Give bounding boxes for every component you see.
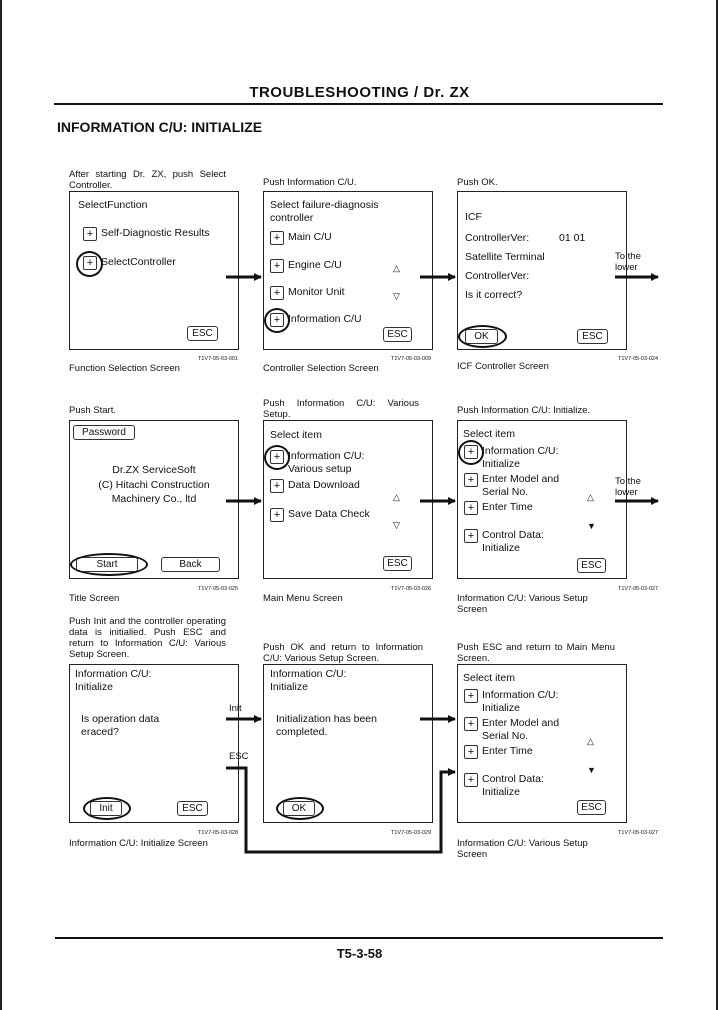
p8-title-line2: Initialize bbox=[270, 681, 308, 693]
p5-figure-code: T1V7-05-03-026 bbox=[391, 586, 432, 592]
p6-title: Select item bbox=[463, 428, 515, 440]
p5-title: Select item bbox=[270, 429, 322, 441]
plus-icon[interactable]: + bbox=[464, 501, 478, 515]
plus-icon[interactable]: + bbox=[464, 473, 478, 487]
monitor-unit-item[interactable]: Monitor Unit bbox=[288, 286, 345, 298]
company-line: Machinery Co., ltd bbox=[111, 493, 197, 505]
esc-button[interactable]: ESC bbox=[577, 800, 606, 815]
plus-icon[interactable]: + bbox=[464, 689, 478, 703]
esc-button[interactable]: ESC bbox=[177, 801, 208, 816]
p3-side-note-line2: lower bbox=[615, 262, 638, 273]
controller-ver-value: 01 01 bbox=[559, 232, 586, 244]
plus-icon[interactable]: + bbox=[464, 445, 478, 459]
main-cu-item[interactable]: Main C/U bbox=[288, 231, 332, 243]
plus-icon[interactable]: + bbox=[270, 259, 284, 273]
p3-side-note-line1: To the bbox=[615, 251, 641, 262]
p9-title: Select item bbox=[463, 672, 515, 684]
page-number: T5-3-58 bbox=[336, 946, 383, 961]
control-data-item-line2[interactable]: Initialize bbox=[482, 542, 520, 554]
copyright-line: (C) Hitachi Construction bbox=[98, 479, 210, 491]
esc-button[interactable]: ESC bbox=[383, 327, 412, 342]
p1-instruction: After starting Dr. ZX, push Select Controller. bbox=[69, 169, 226, 191]
info-cu-initialize-item-line1[interactable]: Information C/U: bbox=[482, 445, 559, 457]
p5-caption: Main Menu Screen bbox=[263, 593, 343, 604]
save-data-check-item[interactable]: Save Data Check bbox=[288, 508, 370, 520]
p3-figure-code: T1V7-05-03-024 bbox=[618, 356, 659, 362]
data-download-item[interactable]: Data Download bbox=[288, 479, 360, 491]
plus-icon[interactable]: + bbox=[464, 529, 478, 543]
plus-icon[interactable]: + bbox=[83, 227, 97, 241]
p1-caption: Function Selection Screen bbox=[69, 363, 180, 374]
erase-question-line1: Is operation data bbox=[81, 713, 160, 725]
plus-icon[interactable]: + bbox=[270, 479, 284, 493]
scroll-up-icon[interactable]: △ bbox=[587, 736, 594, 746]
satellite-terminal-label: Satellite Terminal bbox=[465, 251, 545, 263]
p3-title: ICF bbox=[465, 211, 482, 223]
p6-instruction: Push Information C/U: Initialize. bbox=[457, 405, 591, 416]
satellite-controller-ver-label: ControllerVer: bbox=[465, 270, 530, 282]
plus-icon[interactable]: + bbox=[270, 450, 284, 464]
enter-time-item[interactable]: Enter Time bbox=[482, 745, 533, 757]
p9-figure-code: T1V7-05-03-027 bbox=[618, 830, 659, 836]
p7-title-line1: Information C/U: bbox=[75, 668, 152, 680]
p1-title: SelectFunction bbox=[78, 199, 148, 211]
init-arrow-label: Init bbox=[229, 703, 242, 714]
plus-icon[interactable]: + bbox=[83, 256, 97, 270]
esc-button[interactable]: ESC bbox=[187, 326, 218, 341]
p8-title-line1: Information C/U: bbox=[270, 668, 347, 680]
p2-title-line2: controller bbox=[270, 212, 314, 224]
control-data-item-line1[interactable]: Control Data: bbox=[482, 773, 544, 785]
scroll-down-icon[interactable]: ▽ bbox=[393, 291, 400, 301]
plus-icon[interactable]: + bbox=[464, 773, 478, 787]
p5-instruction: Push Information C/U: Various Setup. bbox=[263, 398, 419, 420]
info-cu-initialize-item-line2[interactable]: Initialize bbox=[482, 702, 520, 714]
p4-instruction: Push Start. bbox=[69, 405, 116, 416]
ok-button[interactable]: OK bbox=[283, 801, 315, 816]
p7-title-line2: Initialize bbox=[75, 681, 113, 693]
self-diagnostic-results-item[interactable]: Self-Diagnostic Results bbox=[101, 227, 210, 239]
p8-instruction: Push OK and return to Information C/U: Various Setup Screen. bbox=[263, 642, 423, 664]
esc-button[interactable]: ESC bbox=[577, 329, 608, 344]
info-cu-various-item-line1[interactable]: Information C/U: bbox=[288, 450, 365, 462]
p4-figure-code: T1V7-05-03-025 bbox=[198, 586, 239, 592]
password-button[interactable]: Password bbox=[73, 425, 135, 440]
controller-ver-label: ControllerVer: bbox=[465, 232, 530, 244]
p2-figure-code: T1V7-05-03-009 bbox=[391, 356, 432, 362]
esc-button[interactable]: ESC bbox=[383, 556, 412, 571]
esc-button[interactable]: ESC bbox=[577, 558, 606, 573]
p2-caption: Controller Selection Screen bbox=[263, 363, 379, 374]
enter-model-item-line1[interactable]: Enter Model and bbox=[482, 717, 560, 729]
plus-icon[interactable]: + bbox=[270, 508, 284, 522]
completed-message-line1: Initialization has been bbox=[276, 713, 377, 725]
p3-caption: ICF Controller Screen bbox=[457, 361, 549, 372]
software-name: Dr.ZX ServiceSoft bbox=[112, 464, 196, 476]
confirm-question: Is it correct? bbox=[465, 289, 523, 301]
p9-instruction: Push ESC and return to Main Menu Screen. bbox=[457, 642, 615, 664]
info-cu-various-item-line2[interactable]: Various setup bbox=[288, 463, 352, 475]
p4-caption: Title Screen bbox=[69, 593, 120, 604]
plus-icon[interactable]: + bbox=[270, 231, 284, 245]
p7-caption: Information C/U: Initialize Screen bbox=[69, 838, 208, 849]
p8-figure-code: T1V7-05-03-029 bbox=[391, 830, 432, 836]
scroll-down-filled-icon[interactable]: ▼ bbox=[587, 765, 596, 775]
p6-caption: Information C/U: Various Setup Screen bbox=[457, 593, 588, 615]
erase-question-line2: eraced? bbox=[81, 726, 119, 738]
plus-icon[interactable]: + bbox=[270, 286, 284, 300]
scroll-down-icon[interactable]: ▽ bbox=[393, 520, 400, 530]
enter-model-item-line1[interactable]: Enter Model and bbox=[482, 473, 560, 485]
page-title: TROUBLESHOOTING / Dr. ZX bbox=[249, 84, 470, 101]
plus-icon[interactable]: + bbox=[464, 717, 478, 731]
p2-instruction: Push Information C/U. bbox=[263, 177, 357, 188]
p6-side-note-line1: To the bbox=[615, 476, 641, 487]
start-button[interactable]: Start bbox=[76, 557, 138, 572]
info-cu-initialize-item-line1[interactable]: Information C/U: bbox=[482, 689, 559, 701]
scroll-up-icon[interactable]: △ bbox=[587, 492, 594, 502]
control-data-item-line2[interactable]: Initialize bbox=[482, 786, 520, 798]
engine-cu-item[interactable]: Engine C/U bbox=[288, 259, 342, 271]
enter-model-item-line2[interactable]: Serial No. bbox=[482, 486, 529, 498]
enter-model-item-line2[interactable]: Serial No. bbox=[482, 730, 529, 742]
init-button[interactable]: Init bbox=[90, 801, 122, 816]
p6-figure-code: T1V7-05-03-027 bbox=[618, 586, 659, 592]
control-data-item-line1[interactable]: Control Data: bbox=[482, 529, 544, 541]
info-cu-initialize-item-line2[interactable]: Initialize bbox=[482, 458, 520, 470]
p2-title-line1: Select failure-diagnosis bbox=[270, 199, 379, 211]
select-controller-item[interactable]: SelectController bbox=[101, 256, 176, 268]
section-title: INFORMATION C/U: INITIALIZE bbox=[57, 119, 263, 135]
p6-side-note-line2: lower bbox=[615, 487, 638, 498]
p7-figure-code: T1V7-05-03-028 bbox=[198, 830, 239, 836]
footer-rule bbox=[55, 937, 663, 939]
scroll-up-icon[interactable]: △ bbox=[393, 263, 400, 273]
esc-arrow-label: ESC bbox=[229, 751, 249, 762]
arrow-esc-p7-to-p9 bbox=[226, 768, 455, 852]
scroll-down-filled-icon[interactable]: ▼ bbox=[587, 521, 596, 531]
scroll-up-icon[interactable]: △ bbox=[393, 492, 400, 502]
plus-icon[interactable]: + bbox=[464, 745, 478, 759]
p7-instruction: Push Init and the controller operating data is initialied. Push ESC and return to Information C/U: Various Setup Screen. bbox=[69, 616, 226, 660]
ok-button[interactable]: OK bbox=[465, 329, 498, 344]
p1-figure-code: T1V7-05-03-001 bbox=[198, 356, 239, 362]
enter-time-item[interactable]: Enter Time bbox=[482, 501, 533, 513]
information-cu-item[interactable]: Information C/U bbox=[288, 313, 362, 325]
back-button[interactable]: Back bbox=[161, 557, 220, 572]
plus-icon[interactable]: + bbox=[270, 313, 284, 327]
p9-caption: Information C/U: Various Setup Screen bbox=[457, 838, 588, 860]
completed-message-line2: completed. bbox=[276, 726, 328, 738]
p3-instruction: Push OK. bbox=[457, 177, 498, 188]
